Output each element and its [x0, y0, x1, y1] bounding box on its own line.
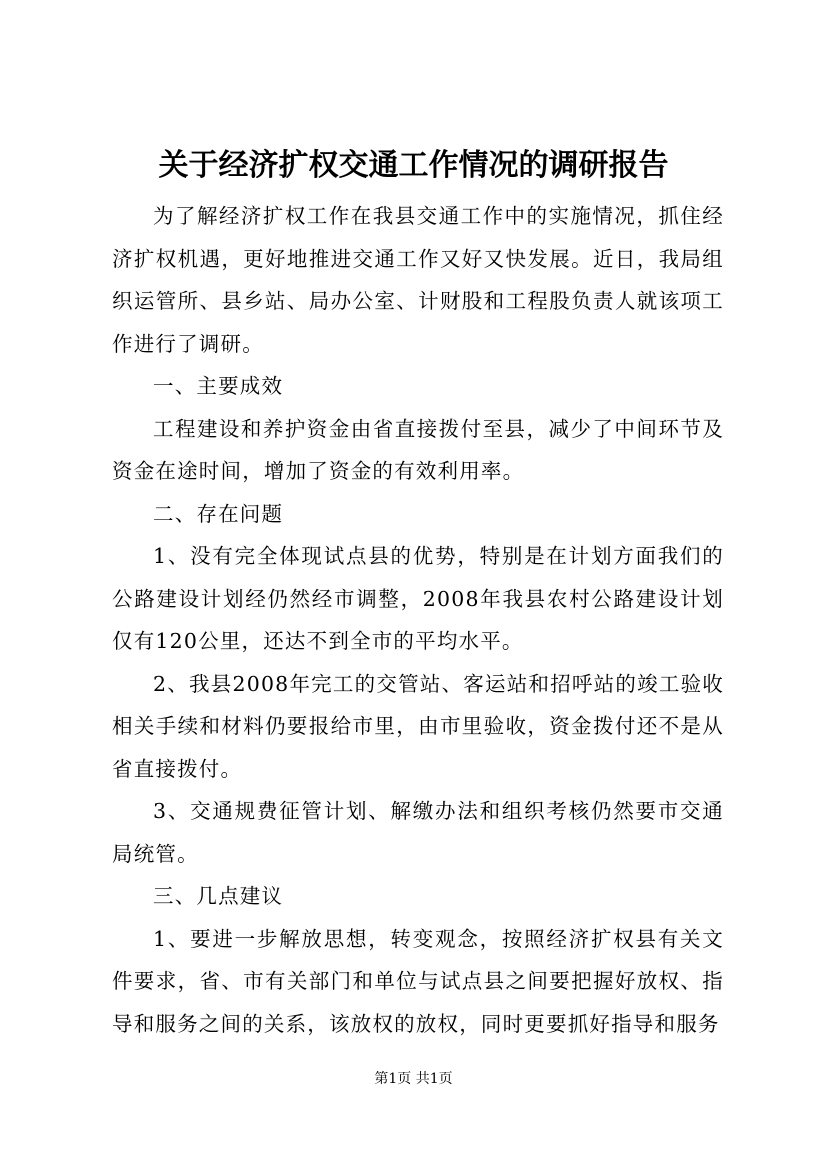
section-heading-problems: 二、存在问题 [153, 501, 284, 526]
problem-paragraph-3: 3、交通规费征管计划、解缴办法和组织考核仍然要市交通局统管。 [112, 799, 724, 866]
intro-paragraph: 为了解经济扩权工作在我县交通工作中的实施情况，抓住经济扩权机遇，更好地推进交通工作又好又快发展。近日，我局组织运管所、县乡站、局办公室、计财股和工程股负责人就该项工作进行了调研。 [112, 204, 724, 356]
problem-paragraph-1: 1、没有完全体现试点县的优势，特别是在计划方面我们的公路建设计划经仍然经市调整，2008年我县农村公路建设计划仅有120公里，还达不到全市的平均水平。 [112, 544, 724, 653]
section-heading-results: 一、主要成效 [153, 374, 284, 398]
suggestion-paragraph-1: 1、要进一步解放思想，转变观念，按照经济扩权县有关文件要求，省、市有关部门和单位与试点县之间要把握好放权、指导和服务之间的关系，该放权的放权，同时更要抓好指导和服务 [112, 926, 724, 1036]
document-body [112, 195, 724, 1045]
page-footer: 第1页 共1页 [374, 1071, 453, 1087]
results-paragraph: 工程建设和养护资金由省直接拨付至县，减少了中间环节及资金在途时间，增加了资金的有效利用率。 [112, 416, 724, 483]
document-title: 关于经济扩权交通工作情况的调研报告 [158, 148, 669, 183]
section-heading-suggestions: 三、几点建议 [153, 884, 284, 908]
problem-paragraph-2: 2、我县2008年完工的交管站、客运站和招呼站的竣工验收相关手续和材料仍要报给市里，由市里验收，资金拨付还不是从省直接拨付。 [112, 671, 724, 781]
